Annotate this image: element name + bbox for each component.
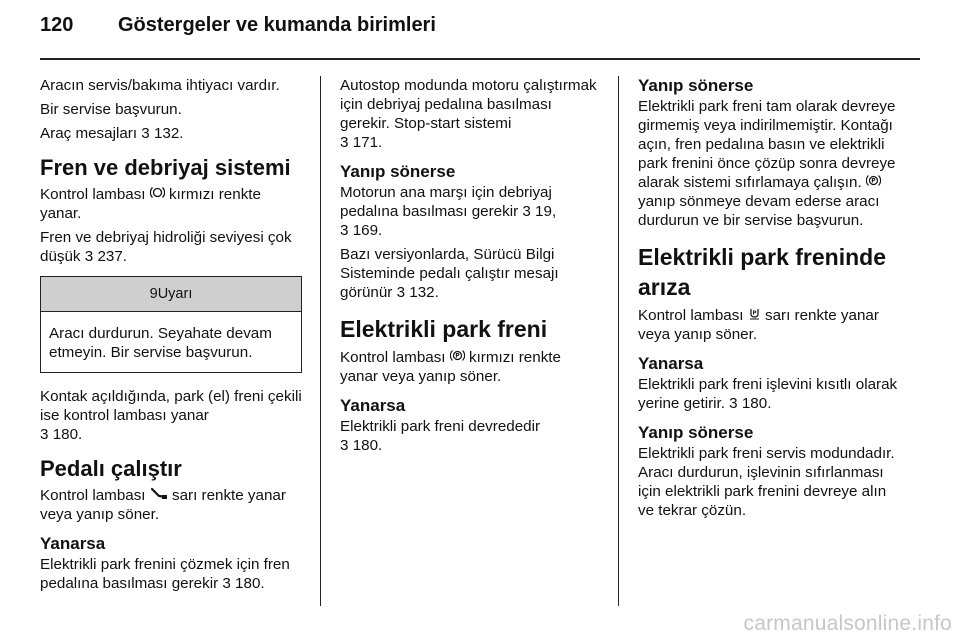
ref-arrow-icon: 3 (84, 248, 94, 265)
subsection-heading: Yanarsa (340, 396, 406, 415)
paragraph: Kontrol lambası P kırmızı renkte yanar veya yanıp söner. (340, 349, 561, 385)
subsection-heading: Yanıp sönerse (638, 76, 754, 95)
paragraph: Elektrikli park freni servis modundadır. Aracı durdurun, işlevinin sıfırlanması için elektrikli park frenini devreye alın ve tekrar çözün. (638, 445, 895, 519)
pedal-icon (150, 486, 168, 505)
brake-warning-icon (150, 185, 165, 204)
page-ref-link[interactable]: 19, (535, 203, 557, 220)
page-ref-link[interactable]: 132. (409, 284, 439, 301)
warning-icon: 9 (149, 286, 158, 302)
page-ref-link[interactable]: 180. (741, 395, 772, 412)
paragraph: Elektrikli park freni işlevini kısıtlı olarak yerine getirir. 3 180. (638, 376, 898, 412)
column-divider (618, 76, 619, 606)
paragraph: Kontak açıldığında, park (el) freni çekili ise kontrol lambası yanar 3 180. (40, 388, 302, 443)
svg-text:P: P (455, 352, 460, 360)
page-number: 120 (40, 14, 74, 36)
ref-arrow-icon: 3 (222, 575, 231, 592)
page-title: Göstergeler ve kumanda birimleri (118, 14, 436, 36)
section-heading: Fren ve debriyaj sistemi (40, 155, 291, 180)
paragraph: Kontrol lambası kırmızı renkte yanar. (40, 186, 261, 222)
subsection-heading: Yanarsa (40, 534, 106, 553)
paragraph: Aracın servis/bakıma ihtiyacı vardır. (40, 77, 280, 94)
ref-arrow-icon: 3 (522, 203, 531, 220)
paragraph: Fren ve debriyaj hidroliği seviyesi çok düşük 3 237. (40, 229, 292, 265)
section-heading: Elektrikli park freninde arıza (638, 244, 886, 300)
watermark: carmanualsonline.info (743, 612, 952, 635)
paragraph: Araç mesajları 3 132. (40, 125, 184, 142)
page-ref-link[interactable]: 132. (153, 125, 184, 142)
page-ref-link[interactable]: 171. (352, 134, 383, 151)
park-brake-icon (866, 173, 881, 192)
page-ref-link[interactable]: 237. (97, 248, 127, 265)
warning-body: Aracı durdurun. Seyahate devam etmeyin. Bir servise başvurun. (49, 325, 272, 361)
park-brake-fault-icon (748, 306, 761, 325)
ref-arrow-icon: 3 (340, 134, 349, 151)
subsection-heading: Yanıp sönerse (340, 162, 456, 181)
ref-arrow-icon: 3 (40, 426, 49, 443)
column-divider (320, 76, 321, 606)
column-3 (638, 76, 900, 525)
paragraph: Elektrikli park frenini çözmek için fren pedalına basılması gerekir 3 180. (40, 556, 290, 592)
warning-title: Uyarı (157, 286, 193, 302)
column-2 (340, 76, 602, 460)
ref-arrow-icon: 3 (340, 222, 349, 239)
column-1 (40, 76, 302, 598)
paragraph: Elektrikli park freni tam olarak devreye girmemiş veya indirilmemiştir. Kontağı açın, fren pedalına basın ve elektrikli park frenini önce çözüp sonra devreye alarak sistemi sıfırlamaya çalışın. P yanıp sönmeye devam ederse aracı durdurun ve bir servise başvurun. (638, 98, 896, 229)
page-ref-link[interactable]: 180. (52, 426, 83, 443)
paragraph: Elektrikli park freni devrededir 3 180. (340, 418, 541, 454)
warning-header (41, 277, 301, 312)
svg-text:P: P (871, 177, 876, 185)
paragraph: Bir servise başvurun. (40, 101, 182, 118)
subsection-heading: Yanıp sönerse (638, 423, 754, 442)
ref-arrow-icon: 3 (141, 125, 150, 142)
page-ref-link[interactable]: 169. (352, 222, 383, 239)
svg-text:P: P (752, 310, 757, 317)
paragraph: Bazı versiyonlarda, Sürücü Bilgi Sisteminde pedalı çalıştır mesajı görünür 3 132. (340, 246, 559, 301)
park-brake-icon (450, 348, 465, 367)
page-header (40, 14, 436, 50)
paragraph: Kontrol lambası sarı renkte yanar veya yanıp söner. (40, 487, 286, 523)
ref-arrow-icon: 3 (729, 395, 738, 412)
header-rule (40, 58, 920, 60)
paragraph: Autostop modunda motoru çalıştırmak için debriyaj pedalına basılması gerekir. Stop-start sistemi 3 171. (340, 77, 597, 151)
section-heading: Pedalı çalıştır (40, 456, 182, 481)
warning-box (40, 276, 302, 373)
subsection-heading: Yanarsa (638, 354, 704, 373)
paragraph: Motorun ana marşı için debriyaj pedalına basılması gerekir 3 19, 3 169. (340, 184, 557, 239)
page-ref-link[interactable]: 180. (352, 437, 383, 454)
page-ref-link[interactable]: 180. (235, 575, 265, 592)
ref-arrow-icon: 3 (340, 437, 349, 454)
section-heading: Elektrikli park freni (340, 316, 548, 342)
ref-arrow-icon: 3 (396, 284, 406, 301)
paragraph: Kontrol lambası P sarı renkte yanar veya yanıp söner. (638, 307, 879, 343)
